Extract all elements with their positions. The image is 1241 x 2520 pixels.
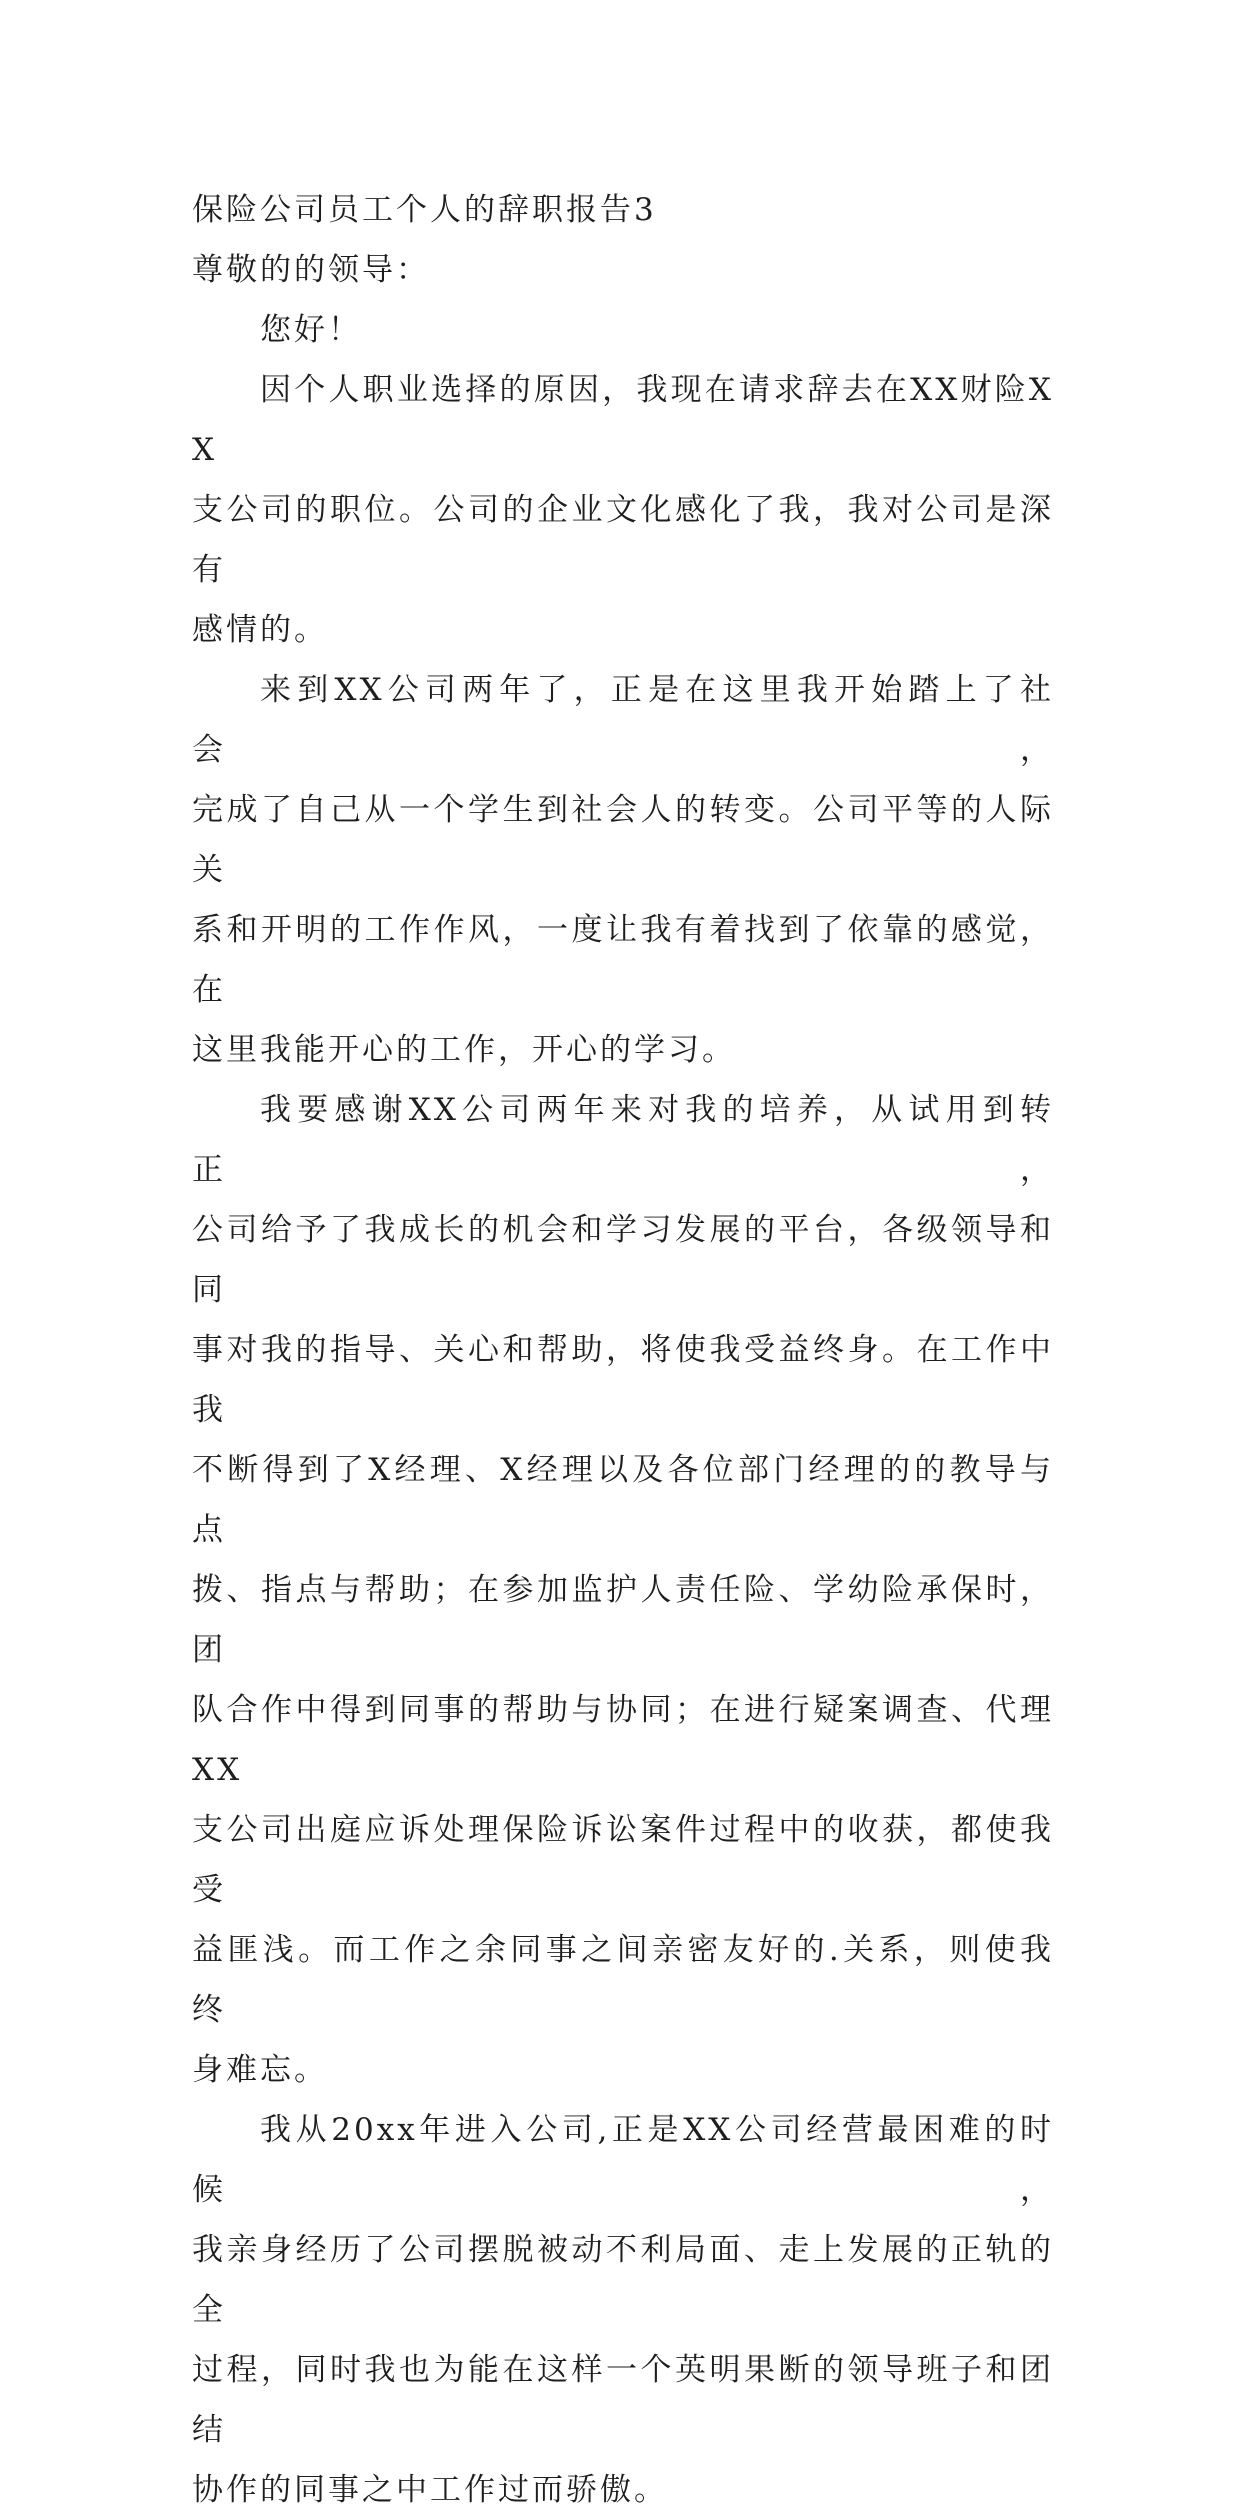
paragraph-line: 身难忘。 [192, 2052, 328, 2088]
paragraph-line: 公司给予了我成长的机会和学习发展的平台，各级领导和同 [192, 1212, 1054, 1308]
paragraph-line: 支公司的职位。公司的企业文化感化了我，我对公司是深有 [192, 492, 1054, 588]
paragraph-line: 因个人职业选择的原因，我现在请求辞去在XX财险XX [192, 372, 1054, 468]
document-body [192, 180, 1054, 2520]
paragraph-1 [192, 360, 1054, 660]
paragraph-line: 队合作中得到同事的帮助与协同；在进行疑案调查、代理XX [192, 1692, 1054, 1788]
paragraph-line: 事对我的指导、关心和帮助，将使我受益终身。在工作中我 [192, 1332, 1054, 1428]
paragraph-line: 支公司出庭应诉处理保险诉讼案件过程中的收获，都使我受 [192, 1812, 1054, 1908]
paragraph-line: 感情的。 [192, 612, 328, 648]
document-title: 保险公司员工个人的辞职报告3 [192, 192, 657, 228]
paragraph-line: 不断得到了X经理、X经理以及各位部门经理的的教导与点 [192, 1452, 1054, 1548]
paragraph-line: 拨、指点与帮助；在参加监护人责任险、学幼险承保时，团 [192, 1572, 1054, 1668]
paragraph-3 [192, 1080, 1054, 2100]
paragraph-line: 系和开明的工作作风，一度让我有着找到了依靠的感觉，在 [192, 912, 1054, 1008]
paragraph-line: 我亲身经历了公司摆脱被动不利局面、走上发展的正轨的全 [192, 2232, 1054, 2328]
paragraph-line: 过程，同时我也为能在这样一个英明果断的领导班子和团结 [192, 2352, 1054, 2448]
paragraph-line: 协作的同事之中工作过而骄傲。 [192, 2472, 668, 2508]
paragraph-line: 完成了自己从一个学生到社会人的转变。公司平等的人际关 [192, 792, 1054, 888]
paragraph-line: 益匪浅。而工作之余同事之间亲密友好的.关系，则使我终 [192, 1932, 1054, 2028]
paragraph-2 [192, 660, 1054, 1080]
paragraph-line: 来到XX公司两年了，正是在这里我开始踏上了社会， [192, 672, 1054, 768]
paragraph-4 [192, 2100, 1054, 2520]
salutation: 尊敬的的领导： [192, 252, 430, 288]
paragraph-line: 我要感谢XX公司两年来对我的培养，从试用到转正， [192, 1092, 1054, 1188]
paragraph-line: 这里我能开心的工作，开心的学习。 [192, 1032, 736, 1068]
paragraph-line: 我从20xx年进入公司,正是XX公司经营最困难的时候， [192, 2112, 1054, 2208]
greeting: 您好！ [260, 312, 362, 348]
